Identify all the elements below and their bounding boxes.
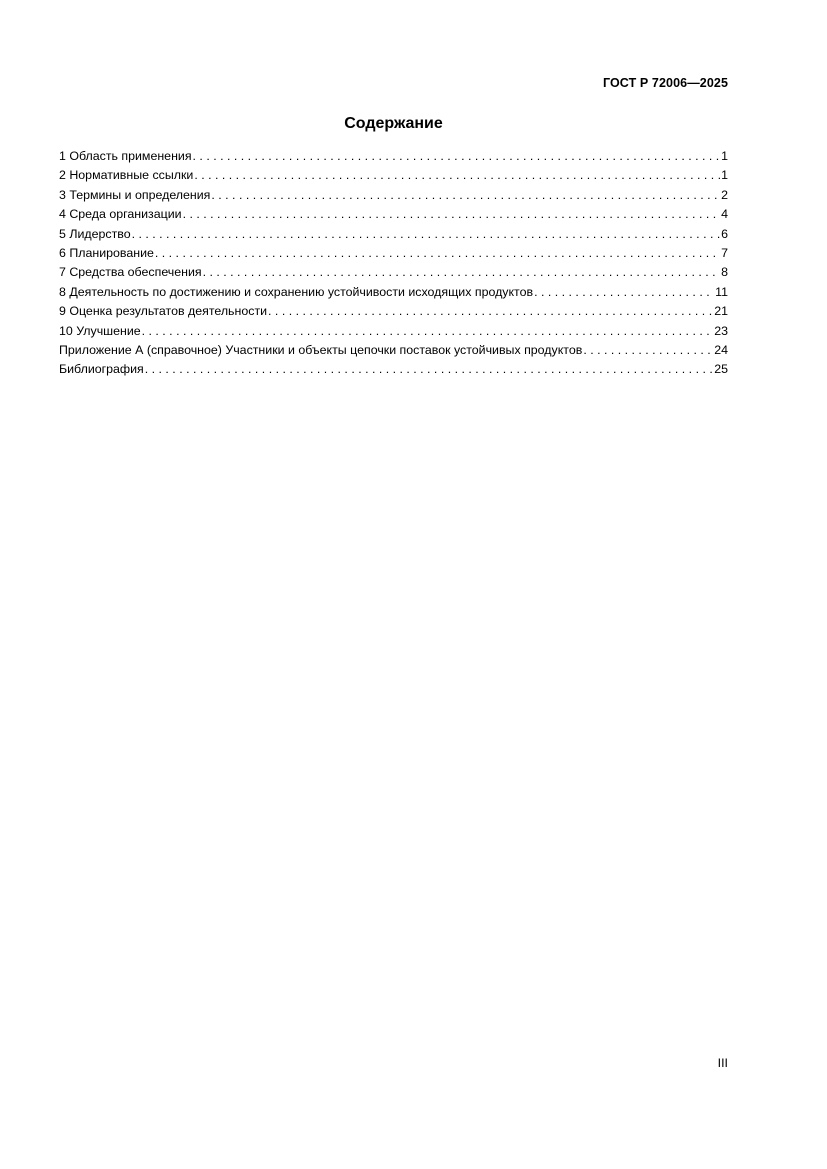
toc-entry[interactable] bbox=[59, 147, 728, 166]
toc-entry-label: 1 Область применения bbox=[59, 149, 192, 163]
toc-entry[interactable] bbox=[59, 205, 728, 224]
toc-leader-dots bbox=[142, 322, 714, 341]
toc-entry-label: 3 Термины и определения bbox=[59, 187, 211, 202]
toc-entry[interactable] bbox=[59, 341, 728, 360]
toc-entry-label: 10 Улучшение bbox=[59, 323, 141, 338]
toc-entry-label: Библиография bbox=[59, 362, 144, 377]
toc-entry[interactable] bbox=[59, 322, 728, 341]
toc-leader-dots bbox=[583, 341, 713, 360]
toc-entry-page: 25 bbox=[714, 362, 728, 377]
toc-entry-page: 1 bbox=[721, 168, 728, 183]
toc-entry[interactable] bbox=[59, 225, 728, 244]
toc-entry-page: 6 bbox=[721, 226, 728, 241]
toc-entry-page: 24 bbox=[714, 342, 728, 357]
toc-leader-dots bbox=[268, 302, 713, 321]
toc-leader-dots bbox=[132, 225, 720, 244]
toc-leader-dots bbox=[194, 166, 720, 185]
toc-entry-page: 2 bbox=[721, 187, 728, 202]
toc-entry-page: 1 bbox=[721, 149, 728, 163]
toc-leader-dots bbox=[145, 360, 713, 379]
toc-entry[interactable] bbox=[59, 360, 728, 379]
toc-entry-page: 23 bbox=[714, 323, 728, 338]
toc-title: Содержание bbox=[344, 115, 443, 132]
toc-entry-label: Приложение А (справочное) Участники и объекты цепочки поставок устойчивых продуктов bbox=[59, 342, 583, 357]
toc-leader-dots bbox=[203, 263, 720, 282]
toc-entry-page: 7 bbox=[721, 245, 728, 260]
toc-entry-page: 8 bbox=[721, 265, 728, 280]
toc-leader-dots bbox=[183, 205, 721, 224]
toc-entry-label: 8 Деятельность по достижению и сохранению устойчивости исходящих продуктов bbox=[59, 284, 534, 299]
toc-entry-label: 4 Среда организации bbox=[59, 207, 182, 222]
toc-leader-dots bbox=[534, 283, 714, 302]
toc-entry-page: 21 bbox=[714, 304, 728, 319]
toc-leader-dots bbox=[193, 147, 721, 166]
toc-entry-page: 4 bbox=[721, 207, 728, 222]
toc-entry[interactable] bbox=[59, 186, 728, 205]
toc-entry-label: 7 Средства обеспечения bbox=[59, 265, 202, 280]
toc-entry-label: 9 Оценка результатов деятельности bbox=[59, 304, 268, 319]
toc-entry[interactable] bbox=[59, 302, 728, 321]
toc-list bbox=[59, 147, 728, 380]
toc-leader-dots bbox=[155, 244, 720, 263]
toc-entry-label: 2 Нормативные ссылки bbox=[59, 168, 194, 183]
toc-entry[interactable] bbox=[59, 166, 728, 185]
document-code: ГОСТ Р 72006—2025 bbox=[602, 76, 728, 90]
toc-entry[interactable] bbox=[59, 263, 728, 282]
toc-entry-page: 11 bbox=[715, 284, 728, 299]
toc-entry[interactable] bbox=[59, 283, 728, 302]
toc-entry[interactable] bbox=[59, 244, 728, 263]
page-number: III bbox=[717, 1056, 728, 1070]
toc-leader-dots bbox=[211, 186, 720, 205]
toc-entry-label: 6 Планирование bbox=[59, 245, 154, 260]
toc-entry-label: 5 Лидерство bbox=[59, 226, 131, 241]
